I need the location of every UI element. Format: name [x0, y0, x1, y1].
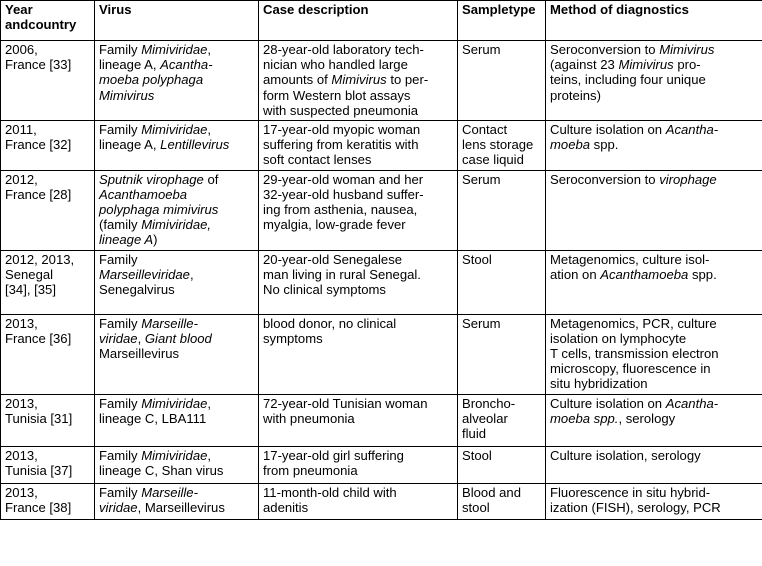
cell-line [99, 232, 254, 247]
cell-text: Acanthamoeba [99, 186, 188, 202]
cell-line [263, 411, 453, 426]
cell-line [99, 217, 254, 232]
cell-line [5, 316, 90, 331]
header-sample-type [458, 1, 546, 41]
cell-text: moeba [550, 137, 591, 153]
cell-line [5, 57, 90, 72]
cell-line [550, 346, 758, 361]
year-country-cell [1, 483, 95, 519]
method-cell [546, 446, 762, 483]
virus-cell [95, 121, 259, 171]
cell-text: , serology [618, 410, 676, 426]
cell-text: , [189, 266, 194, 282]
cell-text: , [207, 447, 212, 463]
cell-line [99, 331, 254, 346]
cell-line [99, 172, 254, 187]
cell-line [263, 485, 453, 500]
cell-line [462, 152, 541, 167]
cell-text: Marseille- [141, 484, 198, 500]
cell-text: 2012, [5, 171, 38, 187]
header-year-country [1, 1, 95, 41]
cell-text: lineage A [99, 232, 154, 248]
case-description-cell [259, 121, 458, 171]
cell-line [5, 187, 90, 202]
cell-line [263, 463, 453, 478]
cell-line [462, 448, 541, 463]
cell-text: with suspected pneumonia [263, 102, 419, 118]
cell-line [99, 282, 254, 297]
method-cell [546, 41, 762, 121]
cell-text: lineage C, LBA111 [99, 410, 207, 426]
header-line: Virus [99, 2, 132, 17]
cell-line [263, 172, 453, 187]
cell-text: lens storage [462, 137, 534, 153]
cell-text: lineage A, [99, 57, 161, 73]
case-description-cell [259, 41, 458, 121]
cell-text: Seroconversion to [550, 42, 660, 57]
cell-line [550, 396, 758, 411]
cell-line [99, 346, 254, 361]
cell-text: Culture isolation on [550, 395, 666, 411]
cell-text: Mimivirus [99, 87, 155, 103]
virus-cell [95, 41, 259, 121]
cell-text: ing from asthenia, nausea, [263, 202, 418, 218]
cell-text: form Western blot assays [263, 87, 411, 103]
cell-line [550, 331, 758, 346]
cell-text: Giant blood [144, 330, 212, 346]
cell-text: , Marseillevirus [137, 499, 225, 515]
cell-line [5, 122, 90, 137]
cell-text: adenitis [263, 499, 309, 515]
cell-line [263, 152, 453, 167]
cell-text: man living in rural Senegal. [263, 266, 421, 282]
cell-line [263, 282, 453, 297]
cell-text: lineage A, [99, 137, 161, 153]
cell-line [263, 396, 453, 411]
cell-text: Tunisia [31] [5, 410, 73, 426]
sample-type-cell [458, 394, 546, 446]
year-country-cell [1, 314, 95, 394]
cell-line [462, 137, 541, 152]
cell-line [5, 282, 90, 297]
cell-line [462, 396, 541, 411]
cell-line [550, 500, 758, 515]
header-method [546, 1, 762, 41]
cell-line [263, 267, 453, 282]
table-row [1, 41, 762, 121]
cell-text: 2013, [5, 447, 38, 463]
cell-line [263, 448, 453, 463]
header-virus [95, 1, 259, 41]
cell-text: Family [99, 447, 142, 463]
table-row [1, 314, 762, 394]
cell-text: virophage [659, 171, 717, 187]
cell-line [550, 485, 758, 500]
year-country-cell [1, 250, 95, 314]
case-description-cell [259, 483, 458, 519]
method-cell [546, 250, 762, 314]
sample-type-cell [458, 446, 546, 483]
method-cell [546, 314, 762, 394]
cell-line [263, 103, 453, 118]
cell-text: amounts of [263, 72, 332, 88]
cell-line [550, 267, 758, 282]
virus-cell [95, 314, 259, 394]
header-row [1, 1, 762, 41]
cell-line [5, 172, 90, 187]
cell-text: Stool [462, 447, 492, 463]
cell-text: to per- [386, 72, 429, 88]
cell-text: 2012, 2013, [5, 251, 75, 267]
cell-text: France [36] [5, 330, 72, 346]
cell-text: Lentillevirus [160, 137, 230, 153]
cell-text: teins, including four unique [550, 72, 706, 88]
cell-text: microscopy, fluorescence in [550, 361, 711, 377]
year-country-cell [1, 121, 95, 171]
cell-text: suffering from keratitis with [263, 137, 419, 153]
cell-line [5, 331, 90, 346]
cell-text: France [38] [5, 499, 72, 515]
method-cell [546, 394, 762, 446]
cell-line [263, 316, 453, 331]
cell-text: ization (FISH), serology, PCR [550, 499, 721, 515]
cell-line [99, 202, 254, 217]
cell-line [263, 42, 453, 57]
cell-text: polyphaga mimivirus [99, 202, 219, 218]
cell-text: 2013, [5, 315, 38, 331]
cell-text: No clinical symptoms [263, 282, 386, 298]
cell-line [462, 411, 541, 426]
cell-line [99, 122, 254, 137]
cell-text: of [203, 171, 219, 187]
cell-line [263, 187, 453, 202]
sample-type-cell [458, 170, 546, 250]
case-description-cell [259, 446, 458, 483]
cell-text: 11-month-old child with [263, 484, 397, 500]
table-body [1, 41, 762, 520]
cell-text: isolation on lymphocyte [550, 330, 687, 346]
cell-text: moeba spp. [550, 410, 619, 426]
cell-text: Serum [462, 171, 501, 187]
cell-text: 29-year-old woman and her [263, 171, 424, 187]
cell-line [99, 411, 254, 426]
cell-text: Sputnik virophage [99, 171, 204, 187]
cell-text: Family [99, 251, 138, 267]
cell-line [263, 331, 453, 346]
header-line: Case description [263, 2, 369, 17]
cell-text: Mimiviridae [141, 447, 208, 463]
cell-text: proteins) [550, 87, 601, 103]
cell-line [99, 316, 254, 331]
cell-line [462, 500, 541, 515]
cell-line [263, 137, 453, 152]
cell-text: Mimivirus [659, 42, 715, 57]
cell-line [99, 187, 254, 202]
cell-line [462, 122, 541, 137]
cell-text: fluid [462, 426, 487, 442]
cell-text: Tunisia [37] [5, 462, 73, 478]
cell-text: T cells, transmission electron [550, 346, 719, 362]
cell-text: Marseillevirus [99, 346, 180, 362]
cell-line [462, 485, 541, 500]
method-cell [546, 121, 762, 171]
cell-line [462, 316, 541, 331]
case-description-cell [259, 314, 458, 394]
cell-text: lineage C, Shan virus [99, 462, 224, 478]
cell-line [263, 217, 453, 232]
cell-text: Metagenomics, culture isol- [550, 251, 710, 267]
cell-line [5, 448, 90, 463]
cell-line [5, 42, 90, 57]
header-line: country [28, 17, 77, 33]
cell-line [263, 202, 453, 217]
cell-line [99, 252, 254, 267]
cell-text: Culture isolation, serology [550, 447, 701, 463]
cell-text: France [32] [5, 137, 72, 153]
cell-text: Marseilleviridae [99, 266, 190, 282]
cell-line [550, 316, 758, 331]
virus-cell [95, 483, 259, 519]
case-description-cell [259, 170, 458, 250]
cell-text: Blood and [462, 484, 521, 500]
cell-line [5, 500, 90, 515]
header-case-description [259, 1, 458, 41]
cell-text: 2013, [5, 395, 38, 411]
cell-line [5, 463, 90, 478]
cell-text: Acanthamoeba [600, 266, 689, 282]
cell-text: Senegalvirus [99, 282, 175, 298]
cell-line [550, 42, 758, 57]
cell-text: myalgia, low-grade fever [263, 217, 406, 233]
cell-text: Serum [462, 42, 501, 57]
cell-line [99, 396, 254, 411]
cell-line [99, 42, 254, 57]
cell-text: Acantha- [160, 57, 213, 73]
cell-line [263, 122, 453, 137]
cell-text: ation on [550, 266, 601, 282]
cell-text: Broncho- [462, 395, 516, 411]
cell-line [550, 122, 758, 137]
cell-text: Family [99, 315, 142, 331]
cell-line [263, 57, 453, 72]
cell-text: Mimiviridae [141, 122, 208, 138]
cell-line [99, 448, 254, 463]
sample-type-cell [458, 483, 546, 519]
table-row [1, 250, 762, 314]
cell-line [5, 396, 90, 411]
cell-text: Family [99, 42, 142, 57]
cell-line [550, 448, 758, 463]
cell-text: Mimivirus [618, 57, 674, 73]
cell-text: , [207, 42, 212, 57]
cell-text: situ hybridization [550, 376, 648, 392]
cell-text: case liquid [462, 152, 524, 168]
cell-line [263, 252, 453, 267]
cell-text: Fluorescence in situ hybrid- [550, 484, 711, 500]
sample-type-cell [458, 250, 546, 314]
cell-line [99, 88, 254, 103]
cell-line [99, 72, 254, 87]
cell-text: spp. [590, 137, 619, 153]
cell-text: , [207, 395, 212, 411]
cell-text: 28-year-old laboratory tech- [263, 42, 424, 57]
cell-text: [34], [35] [5, 282, 56, 298]
cell-line [5, 267, 90, 282]
cell-text: alveolar [462, 410, 508, 426]
cell-text: viridae [99, 499, 138, 515]
virus-cell [95, 394, 259, 446]
cell-text: Acantha- [665, 122, 719, 138]
cell-text: Family [99, 484, 142, 500]
cell-text: symptoms [263, 330, 323, 346]
sample-type-cell [458, 314, 546, 394]
cell-text: 2013, [5, 484, 38, 500]
cell-line [5, 411, 90, 426]
cell-line [5, 137, 90, 152]
cell-text: , [137, 330, 145, 346]
cell-text: Serum [462, 315, 501, 331]
sample-type-cell [458, 41, 546, 121]
cell-text: , [207, 122, 212, 138]
case-description-cell [259, 250, 458, 314]
cell-line [550, 411, 758, 426]
table-row [1, 170, 762, 250]
cell-line [99, 57, 254, 72]
cell-text: Acantha- [665, 395, 719, 411]
cell-line [5, 252, 90, 267]
cell-text: with pneumonia [263, 410, 355, 426]
cell-line [462, 426, 541, 441]
virus-cell [95, 446, 259, 483]
cell-text: 17-year-old myopic woman [263, 122, 421, 138]
cell-text: Mimiviridae, [141, 217, 212, 233]
header-line: type [508, 2, 536, 17]
method-cell [546, 170, 762, 250]
table-row [1, 446, 762, 483]
cell-text: pro- [673, 57, 701, 73]
cell-line [462, 42, 541, 57]
table-row [1, 121, 762, 171]
year-country-cell [1, 170, 95, 250]
sample-type-cell [458, 121, 546, 171]
cell-line [99, 500, 254, 515]
cell-text: Culture isolation on [550, 122, 666, 138]
method-cell [546, 483, 762, 519]
cell-text: from pneumonia [263, 462, 358, 478]
cell-text: moeba polyphaga [99, 72, 204, 88]
cell-line [550, 88, 758, 103]
cell-text: Senegal [5, 266, 54, 282]
cell-text: 72-year-old Tunisian woman [263, 395, 428, 411]
table-row [1, 394, 762, 446]
cell-text: 17-year-old girl suffering [263, 447, 404, 463]
cell-line [99, 267, 254, 282]
cell-text: viridae [99, 330, 138, 346]
cell-line [550, 172, 758, 187]
cell-text: Family [99, 395, 142, 411]
year-country-cell [1, 446, 95, 483]
cell-line [550, 376, 758, 391]
cell-line [462, 252, 541, 267]
cell-text: nician who handled large [263, 57, 408, 73]
case-description-cell [259, 394, 458, 446]
cell-line [99, 485, 254, 500]
cell-text: 2006, [5, 42, 38, 57]
cell-line [263, 88, 453, 103]
cell-line [263, 500, 453, 515]
cell-line [462, 172, 541, 187]
cell-line [550, 252, 758, 267]
cell-line [99, 463, 254, 478]
cell-text: soft contact lenses [263, 152, 372, 168]
header-line: Method of diagnostics [550, 2, 689, 17]
cell-text: Marseille- [141, 315, 198, 331]
cell-line [5, 485, 90, 500]
table-row [1, 483, 762, 519]
cell-line [550, 72, 758, 87]
cell-text: (against 23 [550, 57, 619, 73]
cell-text: Mimiviridae [141, 395, 208, 411]
cell-text: ) [153, 232, 158, 248]
cell-text: Family [99, 122, 142, 138]
year-country-cell [1, 394, 95, 446]
cell-text: 20-year-old Senegalese [263, 251, 403, 267]
cell-text: France [33] [5, 57, 72, 73]
cell-line [550, 57, 758, 72]
cell-text: blood donor, no clinical [263, 315, 397, 331]
cell-line [550, 361, 758, 376]
cell-text: Mimiviridae [141, 42, 208, 57]
cell-text: Metagenomics, PCR, culture [550, 315, 717, 331]
cell-text: France [28] [5, 186, 72, 202]
cell-text: spp. [688, 266, 717, 282]
header-line: Sample [462, 2, 509, 17]
cell-text: Mimivirus [331, 72, 387, 88]
cell-text: Stool [462, 251, 492, 267]
cell-line [550, 137, 758, 152]
cell-text: stool [462, 499, 490, 515]
cell-line [263, 72, 453, 87]
virus-cell [95, 250, 259, 314]
cell-line [99, 137, 254, 152]
cell-text: Seroconversion to [550, 171, 660, 187]
cell-text: 2011, [5, 122, 37, 138]
header-line: Year and [5, 2, 33, 33]
cell-text: Contact [462, 122, 508, 138]
virus-cell [95, 170, 259, 250]
year-country-cell [1, 41, 95, 121]
cell-text: 32-year-old husband suffer- [263, 186, 424, 202]
cell-text: (family [99, 217, 142, 233]
